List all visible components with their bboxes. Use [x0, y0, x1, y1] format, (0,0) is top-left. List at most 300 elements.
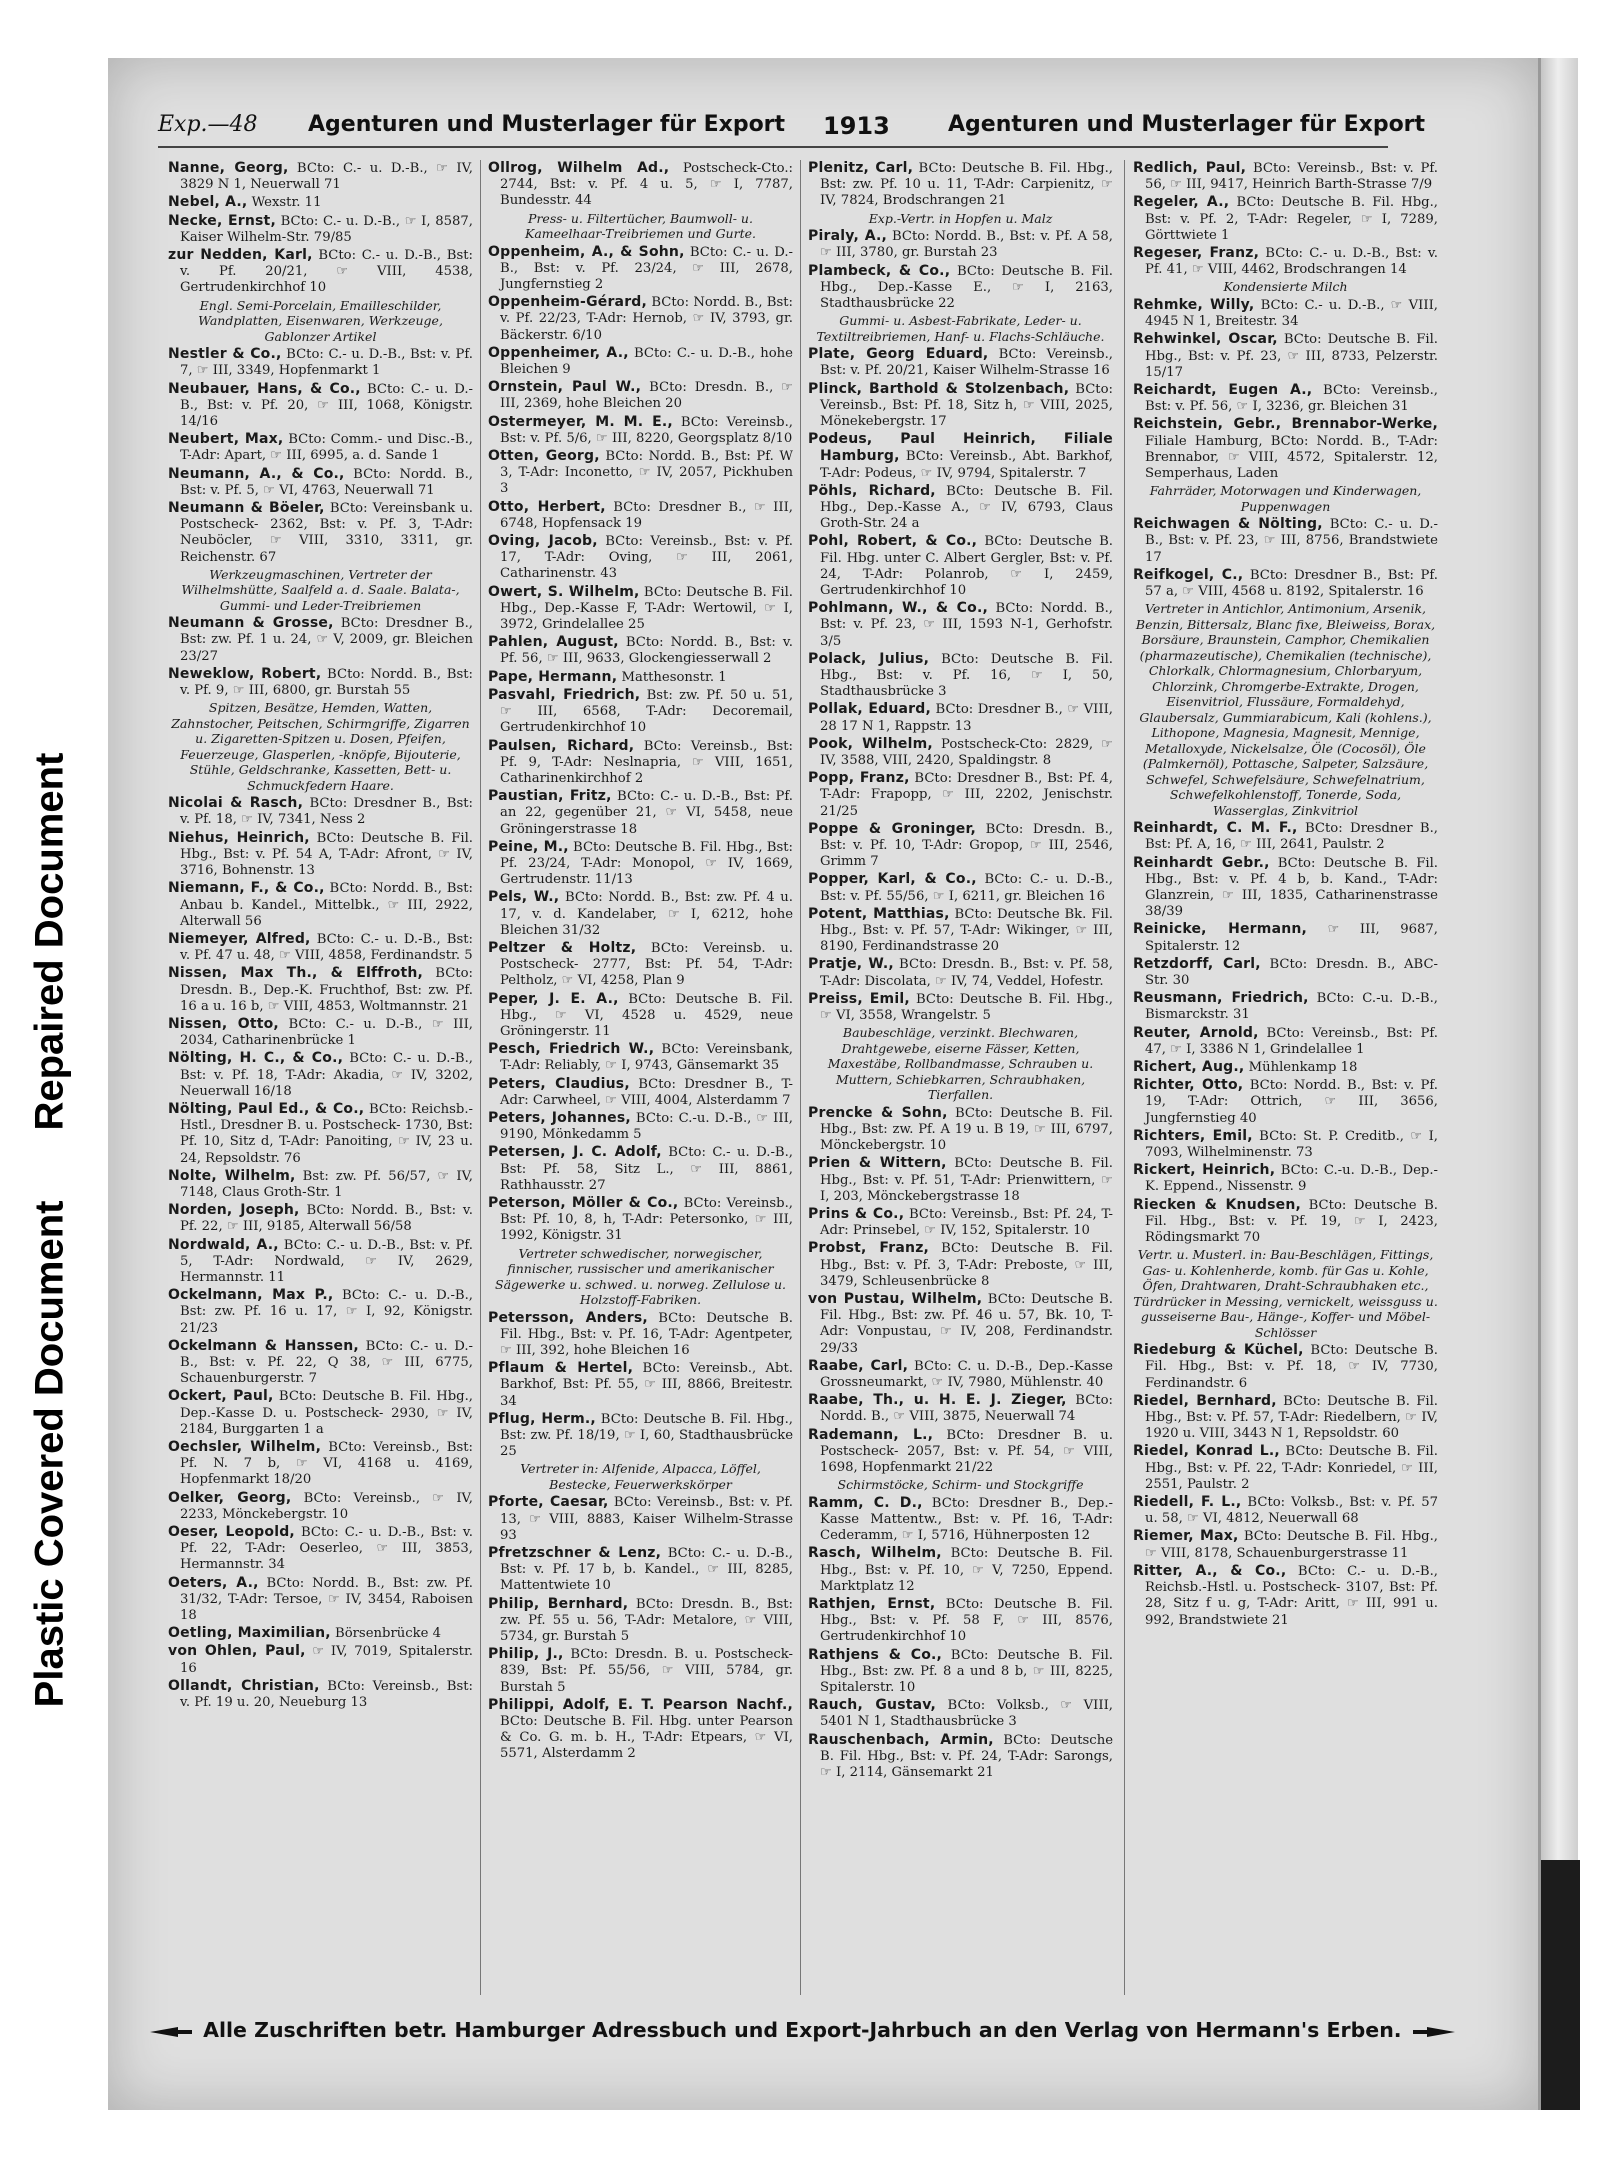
entry-name: Pollak, Eduard, [808, 701, 931, 718]
entry-name: Ollandt, Christian, [168, 1677, 320, 1694]
directory-entry [168, 1050, 473, 1100]
directory-entry [488, 738, 793, 788]
document-page [108, 58, 1541, 2110]
column-rule [480, 160, 481, 1995]
directory-entry [488, 294, 793, 344]
entry-name: Rademann, L., [808, 1426, 934, 1443]
directory-entry [808, 1206, 1113, 1239]
directory-entry [488, 1545, 793, 1595]
directory-entry [488, 244, 793, 294]
entry-name: Riedel, Konrad L., [1133, 1443, 1280, 1460]
directory-entry [808, 381, 1113, 431]
entry-details: BCto: C.- u. D.-B., Bst: v. Pf. 55/56, ☞ I, 6211, gr. Bleichen 16 [820, 872, 1113, 904]
directory-entry [488, 1144, 793, 1194]
entry-name: Prencke & Sohn, [808, 1104, 948, 1121]
directory-entry [488, 1041, 793, 1074]
entry-details: BCto: Deutsche B. Fil. Hbg., Bst: v. Pf. 18, ☞ IV, 7730, Ferdinandstr. 6 [1145, 1343, 1438, 1391]
directory-entry [168, 830, 473, 880]
entry-name: Otto, Herbert, [488, 498, 606, 515]
directory-entry [1133, 1025, 1438, 1058]
entry-name: Norden, Joseph, [168, 1202, 300, 1219]
entry-name: Reinicke, Hermann, [1133, 921, 1308, 938]
entry-name: Ostermeyer, M. M. E., [488, 413, 673, 430]
directory-entry [168, 1575, 473, 1625]
entry-name: Neubert, Max, [168, 431, 284, 448]
entry-details: BCto: Nordd. B., Bst: v. Pf. A 58, ☞ III, 3780, gr. Burstah 23 [820, 229, 1113, 261]
entry-name: Plinck, Barthold & Stolzenbach, [808, 380, 1070, 397]
entry-details: BCto: Dresdner B., ☞ III, 6748, Hopfensack 19 [500, 499, 793, 531]
entry-name: Oppenheim-Gérard, [488, 294, 648, 311]
entry-details: BCto: C.- u. D.-B., ☞ IV, 3829 N 1, Neuerwall 71 [180, 161, 473, 193]
directory-entry [808, 906, 1113, 956]
entry-name: Nicolai & Rasch, [168, 795, 304, 812]
entry-name: Oeser, Leopold, [168, 1524, 295, 1541]
entry-details: Postscheck-Cto.: 2744, Bst: v. Pf. 4 u. 5, ☞ I, 7787, Bundesstr. 44 [500, 161, 793, 209]
entry-trade-note: Fahrräder, Motorwagen und Kinderwagen, Puppenwagen [1149, 483, 1422, 514]
entry-name: Rathjens & Co., [808, 1646, 943, 1663]
directory-entry [1133, 1128, 1438, 1161]
entry-name: Nölting, H. C., & Co., [168, 1050, 344, 1067]
entry-name: Rehmke, Willy, [1133, 296, 1255, 313]
entry-details: BCto: Dresdner B., Bst: v. Pf. 18, ☞ IV, 7341, Ness 2 [180, 796, 473, 828]
entry-name: Nordwald, A., [168, 1236, 279, 1253]
entry-details: BCto: Vereinsb., Bst: v. Pf. 20/21, Kaiser Wilhelm-Strasse 16 [820, 347, 1113, 379]
entry-details: BCto: Vereinsb. u. Postscheck- 2777, Bst: Pf. 54, T-Adr: Peltholz, ☞ VI, 4258, Plan 9 [500, 940, 793, 989]
entry-details: BCto: Vereinsb., Bst: Pf. 24, T-Adr: Prinsebel, ☞ IV, 152, Spitalerstr. 10 [820, 1206, 1113, 1239]
entry-details: BCto: Nordd. B., Bst: zw. Pf. 31/32, T-Adr: Tersoe, ☞ IV, 3454, Raboisen 18 [180, 1575, 473, 1624]
directory-entry [1133, 1494, 1438, 1527]
entry-trade-note: Press- u. Filtertücher, Baumwoll- u. Kameelhaar-Treibriemen und Gurte. [525, 210, 756, 242]
entry-details: BCto: Volksb., ☞ VIII, 5401 N 1, Stadthausbrücke 3 [820, 1698, 1113, 1730]
entry-details: BCto: Dresdner B., Bst: zw. Pf. 1 u. 24, ☞ V, 2009, gr. Bleichen 23/27 [180, 616, 473, 664]
directory-entry [1133, 1077, 1438, 1127]
pointing-hand-icon [148, 2022, 196, 2040]
directory-entry [168, 466, 473, 499]
entry-details: BCto: C. u. D.-B., Dep.-Kasse Grossneumarkt, ☞ IV, 7980, Mühlenstr. 40 [820, 1358, 1113, 1390]
entry-details: BCto: Nordd. B., Bst: v. Pf. 23, ☞ III, 1593 N-1, Gerhofstr. 3/5 [820, 601, 1113, 649]
entry-details: BCto: Deutsche B. Fil. Hbg. unter C. Albert Gergler, Bst: v. Pf. 24, T-Adr: Polanrob, ☞ I, 2459, Gertrudenkirchhof 10 [820, 534, 1113, 598]
entry-details: BCto: Deutsche B. Fil. Hbg., Bst: v. Pf. 51, T-Adr: Prienwittern, ☞ I, 203, Mönckebergstrasse 18 [820, 1156, 1113, 1204]
entry-name: Reifkogel, C., [1133, 566, 1244, 583]
entry-name: Richert, Aug., [1133, 1059, 1245, 1076]
entry-details: BCto: C.- u. D.-B., Bst: v. Pf. 22, T-Adr: Oeserleo, ☞ III, 3853, Hermannstr. 34 [180, 1525, 473, 1573]
directory-entry [808, 533, 1113, 599]
entry-name: Riedel, Bernhard, [1133, 1392, 1277, 1409]
entry-details: BCto: C.- u. D.-B., Bst: v. Pf. 18, T-Adr: Akadia, ☞ IV, 3202, Neuerwall 16/18 [180, 1051, 473, 1099]
entry-name: Preiss, Emil, [808, 990, 910, 1007]
entry-name: Riedeburg & Küchel, [1133, 1342, 1304, 1359]
directory-entry [1133, 990, 1438, 1023]
entry-details: BCto: Vereinsb., Bst: v. Pf. 13, ☞ VIII, 8883, Kaiser Wilhelm-Strasse 93 [500, 1495, 793, 1543]
entry-name: Otten, Georg, [488, 448, 600, 465]
directory-entry [1133, 1197, 1438, 1247]
entry-details: BCto: Deutsche B. Fil. Hbg., Bst: v. Pf. 54 A, T-Adr: Afront, ☞ IV, 3716, Bohnenstr. 13 [180, 830, 473, 879]
entry-name: Reuter, Arnold, [1133, 1024, 1259, 1041]
entry-name: Pratje, W., [808, 956, 894, 973]
directory-entry [808, 1105, 1113, 1155]
entry-name: Ritter, A., & Co., [1133, 1562, 1287, 1579]
directory-entry [488, 669, 793, 686]
entry-details: BCto: Deutsche B. Fil. Hbg. unter Pearson & Co. G. m. b. H., T-Adr: Etpears, ☞ VI, 5571, Alsterdamm 2 [500, 1714, 793, 1762]
entry-details: BCto: C.- u. D.-B., ☞ I, 8587, Kaiser Wilhelm-Str. 79/85 [180, 213, 473, 245]
directory-entry [1133, 160, 1438, 193]
entry-name: Pesch, Friedrich W., [488, 1041, 655, 1058]
entry-trade-note: Kondensierte Milch [1223, 279, 1348, 295]
directory-entry [808, 228, 1113, 261]
directory-entry [1133, 1563, 1438, 1629]
directory-entry [1133, 1342, 1438, 1392]
entry-details: Wexstr. 11 [251, 195, 322, 211]
directory-entry [488, 1076, 793, 1109]
entry-name: Pahlen, August, [488, 634, 619, 651]
entry-name: Niemann, F., & Co., [168, 880, 325, 897]
entry-trade-note: Gummi- u. Asbest-Fabrikate, Leder- u. Textiltreibriemen, Hanf- u. Flachs-Schläuche. [816, 313, 1105, 344]
entry-details: BCto: C.-u. D.-B., ☞ III, 9190, Mönkedamm 5 [500, 1110, 793, 1143]
entry-details: BCto: Deutsche B. Fil. Hbg., Bst: v. Pf. 10, ☞ V, 7250, Eppend. Marktplatz 12 [820, 1546, 1113, 1594]
directory-entry [488, 414, 793, 447]
page-footer [148, 2018, 1528, 2048]
entry-details: BCto: Vereinsb., Bst: v. Pf. 17, T-Adr: Oving, ☞ III, 2061, Catharinenstr. 43 [500, 534, 793, 582]
directory-entry [488, 940, 793, 990]
directory-entry [168, 381, 473, 431]
entry-details: BCto: Deutsche B. Fil. Hbg., Bst: zw. Pf. A 19 u. B 19, ☞ III, 6797, Mönckebergstr. 10 [820, 1105, 1113, 1154]
entry-details: BCto: C.-u. D.-B., Dep.-K. Eppend., Nissenstr. 9 [1145, 1163, 1438, 1195]
entry-details: BCto: C.- u. D.-B., Bst: v. Pf. 41, ☞ VIII, 4462, Brodschrangen 14 [1145, 246, 1438, 278]
entry-details: BCto: Dresdn. B., Bst: v. Pf. 10, T-Adr: Gropop, ☞ III, 2546, Grimm 7 [820, 821, 1113, 870]
entry-details: BCto: Dresdn. B., Dep.-K. Fruchthof, Bst: zw. Pf. 16 a u. 16 b, ☞ VIII, 4853, Woltmannstr. 21 [180, 966, 473, 1014]
entry-name: Pohl, Robert, & Co., [808, 533, 978, 550]
directory-entry [808, 871, 1113, 904]
directory-entry [808, 263, 1113, 313]
entry-details: BCto: Nordd. B., Bst: v. Pf. 56, ☞ III, 9633, Glockengiesserwall 2 [500, 635, 793, 667]
entry-details: BCto: C.- u. D.-B., ☞ VIII, 4945 N 1, Breitestr. 34 [1145, 297, 1438, 330]
directory-entry [168, 247, 473, 297]
entry-details: BCto: Deutsche B. Fil. Hbg., Bst: v. Pf. 19, ☞ I, 2423, Rödingsmarkt 70 [1145, 1197, 1438, 1246]
entry-name: Pforte, Caesar, [488, 1494, 609, 1511]
entry-details: BCto: Deutsche B. Fil. Hbg., ☞ VI, 4528 u. 4529, neue Gröningerstr. 11 [500, 991, 793, 1039]
directory-entry [1133, 1059, 1438, 1076]
entry-name: Plate, Georg Eduard, [808, 346, 989, 363]
entry-name: Rasch, Wilhelm, [808, 1545, 942, 1562]
entry-details: BCto: Deutsche B. Fil. Hbg., ☞ VIII, 8178, Schauenburgerstrasse 11 [1145, 1529, 1438, 1561]
entry-details: BCto: Vereinsb., Bst: Pf. 18, Sitz h, ☞ VIII, 2025, Mönekebergstr. 17 [820, 381, 1113, 429]
directory-entry [488, 1360, 793, 1410]
entry-details: BCto: Nordd. B., Bst: zw. Pf. 4 u. 17, v. d. Kandelaber, ☞ I, 6212, hohe Bleichen 31/32 [500, 890, 793, 938]
entry-details: Bst: zw. Pf. 56/57, ☞ IV, 7148, Claus Groth-Str. 1 [180, 1168, 473, 1200]
entry-name: Rickert, Heinrich, [1133, 1162, 1276, 1179]
entry-trade-note: Werkzeugmaschinen, Vertreter der Wilhelmshütte, Saalfeld a. d. Saale. Balata-, Gummi- und Leder-Treibriemen [181, 566, 460, 613]
directory-entry [168, 880, 473, 930]
directory-entry [168, 1168, 473, 1201]
directory-entry [808, 701, 1113, 734]
pointing-hand-icon [1409, 2022, 1457, 2040]
entry-details: BCto: C.- u. D.-B., Bst: v. Pf. 7, ☞ III, 3349, Hopfenmarkt 1 [180, 347, 473, 379]
entry-details: BCto: Deutsche B. Fil. Hbg., Dep.-Kasse F, T-Adr: Wertowil, ☞ I, 3972, Grindelallee 25 [500, 584, 793, 633]
directory-entry [488, 1411, 793, 1461]
entry-trade-note: Baubeschläge, verzinkt. Blechwaren, Drahtgewebe, eiserne Fässer, Ketten, Maxestäbe, Rollbandmasse, Schrauben u. Muttern, Schiebkarren, Schraubhaken, Tierfallen. [827, 1025, 1094, 1103]
entry-details: BCto: Vereinsb., Abt. Barkhof, T-Adr: Podeus, ☞ IV, 9794, Spitalerstr. 7 [820, 449, 1113, 481]
directory-entry [168, 1678, 473, 1711]
entry-name: Regeser, Franz, [1133, 245, 1260, 262]
entry-name: Pflaum & Hertel, [488, 1360, 634, 1377]
entry-details: BCto: C.- u. D.-B., Bst: v. Pf. 17 b, b. Kandel., ☞ III, 8285, Mattentwiete 10 [500, 1546, 793, 1594]
entry-details: BCto: Deutsche B. Fil. Hbg., Bst: v. Pf. 16, T-Adr: Agentpeter, ☞ III, 392, hohe Bleichen 16 [500, 1310, 793, 1358]
entry-name: Oppenheimer, A., [488, 344, 629, 361]
directory-entry [488, 634, 793, 667]
entry-name: Richter, Otto, [1133, 1077, 1244, 1094]
directory-entry [808, 651, 1113, 701]
entry-name: Reichwagen & Nölting, [1133, 516, 1323, 533]
directory-entry [488, 1310, 793, 1360]
entry-details: BCto: C.- u. D.-B., Bst: v. Pf. 20/21, ☞ VIII, 4538, Gertrudenkirchhof 10 [180, 248, 473, 296]
entry-name: Piraly, A., [808, 228, 888, 245]
entry-name: Popp, Franz, [808, 770, 910, 787]
entry-trade-note: Vertreter in Antichlor, Antimonium, Arsenik, Benzin, Bittersalz, Blanc fixe, Bleiweiss, Borax, Borsäure, Braunstein, Camphor, Chemikalien (pharmazeutische), Chemikalien (technische), Chlorkalk, Chlormagnesium, Chlorbaryum, Chlorzink, Chromgerbe-Extrakte, Drogen, Eisenvitriol, Flussäure, Formaldehyd, Glaubersalz, Gummiarabicum, Kali (kohlens.), Lithopone, Magnesia, Magnesit, Mennige, Metalloxyde, Nickelsalze, Öle (Cocosöl), Öle (Palmkernöl), Pottasche, Salpeter, Salzsäure, Schwefel, Schwefelsäure, Schwefelnatrium, Schwefelkohlenstoff, Tonerde, Soda, Wasserglas, Zinkvitriol [1135, 601, 1436, 818]
page-number: Exp.—48 [158, 112, 258, 137]
directory-entry [488, 533, 793, 583]
entry-details: BCto: Reichsb.-Hstl., Dresdner B. u. Postscheck- 1730, Bst: Pf. 10, Sitz d, T-Adr: Panoiting, ☞ IV, 23 u. 24, Repsoldstr. 76 [180, 1101, 473, 1166]
entry-name: Pfretzschner & Lenz, [488, 1545, 662, 1562]
entry-details: BCto: Deutsche B. Fil. Hbg., Bst: v. Pf. 3, T-Adr: Preboste, ☞ III, 3479, Schleusenbrücke 8 [820, 1241, 1113, 1289]
directory-entry [808, 1732, 1113, 1782]
entry-details: BCto: Deutsche B. Fil. Hbg., Dep.-Kasse A., ☞ IV, 6793, Claus Groth-Str. 24 a [820, 483, 1113, 532]
entry-name: von Pustau, Wilhelm, [808, 1290, 983, 1307]
entry-name: Oelker, Georg, [168, 1489, 292, 1506]
entry-details: BCto: Deutsche B. Fil. Hbg., Bst: v. Pf. 22, T-Adr: Konriedel, ☞ III, 2551, Paulstr. 2 [1145, 1444, 1438, 1492]
entry-details: BCto: Vereinsb., Bst: Pf. N. 7 b, ☞ VI, 4168 u. 4169, Hopfenmarkt 18/20 [180, 1440, 473, 1488]
entry-name: Nölting, Paul Ed., & Co., [168, 1100, 365, 1117]
entry-name: Neumann, A., & Co., [168, 465, 345, 482]
directory-entry [168, 1524, 473, 1574]
directory-entry [168, 194, 473, 211]
entry-name: Nissen, Otto, [168, 1015, 279, 1032]
entry-details: Mühlenkamp 18 [1248, 1060, 1358, 1076]
directory-entry [808, 821, 1113, 871]
entry-details: BCto: Deutsche B. Fil. Hbg., Bst: zw. Pf. 10 u. 11, T-Adr: Carpienitz, ☞ IV, 7824, Brodschrangen 21 [820, 161, 1113, 209]
entry-details: BCto: Dresdner B., Bst: Pf. 57 a, ☞ VIII, 4568 u. 8192, Spitalerstr. 16 [1145, 567, 1438, 599]
entry-name: Peine, M., [488, 838, 569, 855]
directory-entry [808, 1596, 1113, 1646]
directory-entry [808, 1392, 1113, 1425]
directory-entry [488, 1494, 793, 1544]
directory-entry [1133, 245, 1438, 278]
directory-entry [168, 1625, 473, 1642]
entry-trade-note: Engl. Semi-Porcelain, Emailleschilder, Wandplatten, Eisenwaren, Werkzeuge, Gablonzer Artikel [198, 297, 443, 344]
entry-name: Ockert, Paul, [168, 1388, 274, 1405]
column-rule [800, 160, 801, 1995]
entry-name: Oetling, Maximilian, [168, 1625, 331, 1642]
page-edge-strip [1538, 58, 1578, 2110]
entry-trade-note: Exp.-Vertr. in Hopfen u. Malz [868, 210, 1053, 226]
entry-name: Rauch, Gustav, [808, 1697, 937, 1714]
entry-name: Philippi, Adolf, E. T. Pearson Nachf., [488, 1696, 793, 1713]
directory-entry [168, 1388, 473, 1438]
entry-details: BCto: C.- u. D.-B., Bst: v. Pf. 5, T-Adr: Nordwald, ☞ IV, 2629, Hermannstr. 11 [180, 1237, 473, 1285]
entry-details: BCto: C.- u. D.-B., Bst: v. Pf. 20, ☞ III, 1068, Königstr. 14/16 [180, 381, 473, 429]
entry-details: Bst: zw. Pf. 50 u. 51, ☞ III, 6568, T-Adr: Decoremail, Gertrudenkirchhof 10 [500, 687, 793, 736]
entry-name: Reinhardt Gebr., [1133, 854, 1270, 871]
entry-name: Raabe, Th., u. H. E. J. Zieger, [808, 1392, 1067, 1409]
entry-name: Pook, Wilhelm, [808, 735, 933, 752]
entry-name: Owert, S. Wilhelm, [488, 583, 640, 600]
entry-details: BCto: Nordd. B., Bst: Pf. W 3, T-Adr: Inconetto, ☞ IV, 2057, Pickhuben 3 [500, 449, 793, 497]
entry-name: Peper, J. E. A., [488, 990, 619, 1007]
directory-entry [488, 1110, 793, 1143]
entry-details: BCto: C.- u. D.-B., Reichsb.-Hstl. u. Postscheck- 3107, Bst: Pf. 28, Sitz f u. g, T-Adr: Aritt, ☞ III, 991 u. 992, Brandstwiete 21 [1145, 1563, 1438, 1628]
entry-details: BCto: Vereinsbank u. Postscheck- 2362, Bst: v. Pf. 3, T-Adr: Neuböcler, ☞ VIII, 3310, 3311, gr. Reichenstr. 67 [180, 500, 473, 565]
entry-name: Neubauer, Hans, & Co., [168, 380, 361, 397]
directory-entry [168, 666, 473, 699]
entry-name: Philip, Bernhard, [488, 1595, 629, 1612]
directory-entry [808, 1291, 1113, 1357]
side-label [0, 660, 100, 1800]
directory-entry [168, 431, 473, 464]
entry-details: ☞ III, 9687, Spitalerstr. 12 [1145, 922, 1438, 954]
entry-details: BCto: Nordd. B., Bst: v. Pf. 22/23, T-Adr: Hernob, ☞ IV, 3793, gr. Bäckerstr. 6/10 [500, 295, 793, 343]
directory-entry [168, 346, 473, 379]
directory-column-3 [808, 160, 1113, 1995]
entry-name: Poppe & Groninger, [808, 820, 977, 837]
directory-entry [1133, 416, 1438, 482]
directory-entry [1133, 1162, 1438, 1195]
directory-entry [488, 379, 793, 412]
entry-name: Prins & Co., [808, 1205, 905, 1222]
entry-name: Reichardt, Eugen A., [1133, 381, 1313, 398]
entry-details: BCto: Vereinsb., Bst: Pf. 10, 8, h, T-Adr: Petersonko, ☞ III, 1992, Königstr. 31 [500, 1195, 793, 1244]
entry-name: Pels, W., [488, 889, 560, 906]
entry-name: Peters, Claudius, [488, 1075, 630, 1092]
entry-details: BCto: Deutsche B. Fil. Hbg., Bst: v. Pf. 16, ☞ I, 50, Stadthausbrücke 3 [820, 651, 1113, 700]
directory-entry [168, 1287, 473, 1337]
entry-details: Matthesonstr. 1 [621, 669, 727, 685]
entry-name: Peters, Johannes, [488, 1109, 631, 1126]
entry-name: Regeler, A., [1133, 194, 1230, 211]
entry-details: BCto: C.- u. D.-B., Bst: v. Pf. 22, Q 38, ☞ III, 6775, Schauenburgerstr. 7 [180, 1338, 473, 1387]
directory-entry [1133, 855, 1438, 921]
entry-details: BCto: C.- u. D.-B., Bst: Pf. an 22, gegenüber 21, ☞ VI, 5458, neue Gröningerstrasse 18 [500, 789, 793, 837]
entry-details: BCto: Deutsche B. Fil. Hbg., Bst: Pf. 23/24, T-Adr: Monopol, ☞ IV, 1669, Gertrudenstr. 11/13 [500, 839, 793, 888]
entry-name: Oechsler, Wilhelm, [168, 1439, 322, 1455]
entry-name: Niemeyer, Alfred, [168, 930, 311, 947]
directory-entry [168, 1016, 473, 1049]
entry-name: Rauschenbach, Armin, [808, 1731, 994, 1748]
entry-details: BCto: C.- u. D.-B., Bst: zw. Pf. 16 u. 17, ☞ I, 92, Königstr. 21/23 [180, 1288, 473, 1336]
directory-column-1 [168, 160, 473, 1995]
entry-details: Postscheck-Cto: 2829, ☞ IV, 3588, VIII, 2420, Spaldingstr. 8 [820, 736, 1113, 768]
entry-details: BCto: Vereinsb., Bst: Pf. 47, ☞ I, 3386 N 1, Grindelallee 1 [1145, 1025, 1438, 1057]
directory-entry [808, 483, 1113, 533]
entry-details: BCto: Comm.- und Disc.-B., T-Adr: Apart, ☞ III, 6995, a. d. Sande 1 [180, 432, 473, 464]
entry-details: BCto: Nordd. B., ☞ VIII, 3875, Neuerwall 74 [820, 1393, 1113, 1425]
directory-entry [1133, 820, 1438, 853]
directory-entry [1133, 297, 1438, 330]
entry-name: Riemer, Max, [1133, 1528, 1239, 1545]
directory-entry [1133, 331, 1438, 381]
entry-name: Reusmann, Friedrich, [1133, 990, 1309, 1007]
directory-entry [168, 1338, 473, 1388]
entry-details: BCto: C.-u. D.-B., Bismarckstr. 31 [1145, 991, 1438, 1023]
directory-entry [488, 345, 793, 378]
entry-details: BCto: Volksb., Bst: v. Pf. 57 u. 58, ☞ VI, 4812, Neuerwall 68 [1145, 1495, 1438, 1527]
directory-entry [1133, 1443, 1438, 1493]
entry-name: Necke, Ernst, [168, 212, 276, 229]
directory-entry [488, 788, 793, 838]
entry-name: Oving, Jacob, [488, 533, 598, 550]
entry-details: BCto: C.- u. D.-B., Bst: v. Pf. 23/24, ☞ III, 2678, Jungfernstieg 2 [500, 244, 793, 293]
entry-name: Ramm, C. D., [808, 1494, 923, 1511]
entry-details: BCto: Deutsche B. Fil. Hbg., Bst: v. Pf. 2, T-Adr: Regeler, ☞ I, 7289, Görttwiete 1 [1145, 195, 1438, 243]
directory-entry [808, 1155, 1113, 1205]
entry-details: BCto: Dresdn. B., Bst: v. Pf. 58, T-Adr: Discolata, ☞ IV, 74, Veddel, Hofestr. [820, 957, 1113, 989]
entry-name: Rathjen, Ernst, [808, 1595, 936, 1612]
entry-details: BCto: Vereinsbank, T-Adr: Reliably, ☞ I, 9743, Gänsemarkt 35 [500, 1042, 793, 1074]
entry-details: BCto: C.- u. D.-B., ☞ III, 2034, Catharinenbrücke 1 [180, 1016, 473, 1049]
entry-name: Philip, J., [488, 1646, 564, 1663]
directory-entry [488, 1195, 793, 1245]
directory-entry [488, 1596, 793, 1646]
directory-entry [808, 1697, 1113, 1730]
directory-entry [168, 615, 473, 665]
entry-details: BCto: Dresdn. B., Bst: zw. Pf. 55 u. 56, T-Adr: Metalore, ☞ VIII, 5734, gr. Burstah 5 [500, 1596, 793, 1645]
entry-name: Niehus, Heinrich, [168, 829, 310, 846]
directory-entry [1133, 1393, 1438, 1443]
directory-entry [168, 160, 473, 193]
entry-name: Nolte, Wilhelm, [168, 1167, 296, 1184]
column-rule [1124, 160, 1125, 1995]
entry-details: BCto: Deutsche B. Fil. Hbg., Dep.-Kasse D. u. Postscheck- 2930, ☞ IV, 2184, Burggarten 1 a [180, 1389, 473, 1437]
directory-entry [808, 956, 1113, 989]
directory-entry [808, 346, 1113, 379]
directory-entry [488, 1697, 793, 1763]
entry-name: Rehwinkel, Oscar, [1133, 331, 1278, 348]
directory-entry [488, 1646, 793, 1696]
directory-entry [488, 448, 793, 498]
entry-trade-note: Schirmstöcke, Schirm- und Stockgriffe [837, 1477, 1084, 1493]
entry-name: Ollrog, Wilhelm Ad., [488, 160, 670, 176]
directory-entry [808, 991, 1113, 1024]
entry-name: Pohlmann, W., & Co., [808, 600, 988, 617]
entry-details: BCto: Vereinsb., Bst: v. Pf. 56, ☞ I, 3236, gr. Bleichen 31 [1145, 382, 1438, 415]
entry-name: Oppenheim, A., & Sohn, [488, 243, 685, 260]
directory-entry [808, 1545, 1113, 1595]
page-header [158, 110, 1426, 148]
entry-name: Raabe, Carl, [808, 1357, 909, 1374]
entry-name: Probst, Franz, [808, 1240, 930, 1257]
entry-trade-note: Spitzen, Besätze, Hemden, Watten, Zahnstocher, Peitschen, Schirmgriffe, Zigarren u. Zigaretten-Spitzen u. Dosen, Pfeifen, Feuerzeuge, Glasperlen, -knöpfe, Bijouterie, Stühle, Geldschranke, Kassetten, Bett- u. Schmuckfedern Haare. [171, 700, 470, 793]
entry-name: Neumann & Böeler, [168, 499, 325, 516]
entry-name: Ockelmann & Hanssen, [168, 1337, 359, 1354]
entry-details: ☞ IV, 7019, Spitalerstr. 16 [180, 1644, 473, 1676]
directory-entry [808, 1240, 1113, 1290]
entry-name: Nebel, A., [168, 194, 248, 211]
entry-name: Pflug, Herm., [488, 1410, 596, 1427]
directory-entry [488, 499, 793, 532]
entry-name: Retzdorff, Carl, [1133, 955, 1261, 972]
entry-details: BCto: Dresdner B., Bst: Pf. A, 16, ☞ III, 2641, Paulstr. 2 [1145, 821, 1438, 853]
directory-entry [168, 795, 473, 828]
directory-entry [488, 839, 793, 889]
entry-details: BCto: Deutsche B. Fil. Hbg., Dep.-Kasse E., ☞ I, 2163, Stadthausbrücke 22 [820, 263, 1113, 311]
directory-entry [1133, 194, 1438, 244]
side-label-plastic: Plastic Covered Document [27, 1200, 72, 1708]
entry-name: Peltzer & Holtz, [488, 939, 637, 956]
directory-entry [808, 736, 1113, 769]
header-title-left: Agenturen und Musterlager für Export [308, 112, 786, 137]
entry-name: Potent, Matthias, [808, 905, 950, 922]
entry-name: Riecken & Knudsen, [1133, 1196, 1302, 1213]
entry-details: BCto: Dresdn. B., ABC-Str. 30 [1145, 956, 1438, 988]
entry-name: Podeus, Paul Heinrich, Filiale Hamburg, [808, 431, 1113, 465]
